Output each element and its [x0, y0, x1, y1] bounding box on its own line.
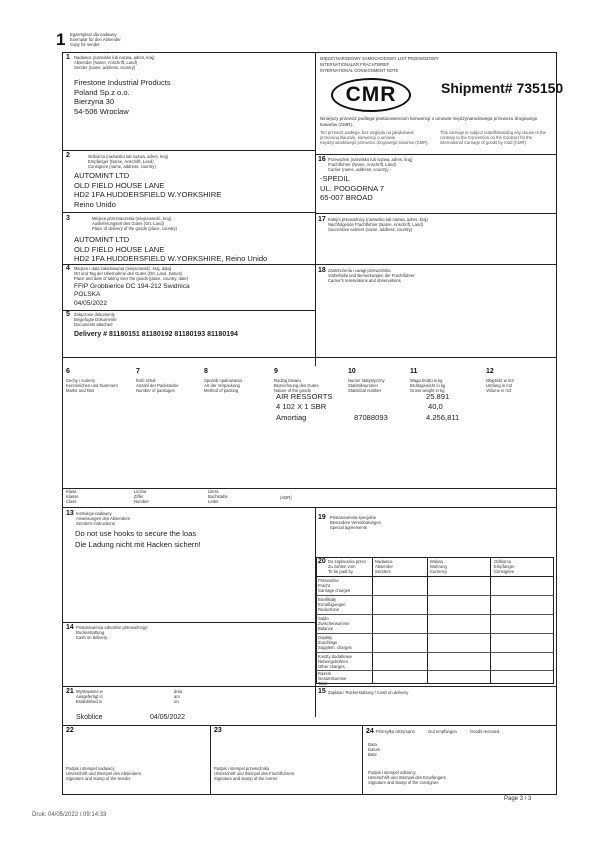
box-3-number: 3	[66, 215, 70, 222]
established-date-caption	[174, 689, 182, 704]
date-caption: Date	[368, 752, 377, 757]
sig-caption: Unterschrift und Stempel des Absenders	[66, 771, 141, 776]
col-11-caption: Waga brutto w kg	[410, 378, 443, 383]
class-label: Class	[66, 499, 77, 504]
letter-label: Buchstabe	[208, 494, 228, 499]
goods-col-9	[274, 360, 318, 393]
letter-label: Litera	[208, 489, 219, 494]
consignee-line: OLD FIELD HOUSE LANE	[74, 180, 165, 190]
agreements-caption-de: Besondere Vereinbarungen	[330, 520, 381, 525]
loading-caption-en: Place and date of taking over the goods (place, country, date)	[74, 276, 188, 281]
reservations-caption-pl: Zastrzeżenia i uwagi przewoźnika	[328, 268, 391, 273]
letter-block	[208, 489, 228, 504]
documents-caption-en: Documents attached	[74, 322, 113, 327]
col-9-caption: Nature of the goods	[274, 388, 311, 393]
paid-caption: Zu zahlen vom	[328, 564, 356, 569]
date-caption: am	[174, 694, 180, 699]
col-8-caption: Method of packing	[204, 388, 239, 393]
charge-label: Razem	[318, 671, 332, 676]
consignee-signature-caption	[368, 770, 446, 785]
convention-note-pl: Ten przewóz podlega, bez względu na jakąkolwiek przeciwną klauzulę, konwencji o umowie międzynarodowego przewozu drogowego towarów (CMR).	[320, 130, 429, 145]
loading-caption-de: Ort und Tag der Ubernahme des Gutes (Ort, Land, Datum)	[74, 271, 183, 276]
copy-caption-3: Copy for sender	[70, 42, 100, 47]
delivery-line: OLD FIELD HOUSE LANE	[74, 244, 165, 254]
col-6-caption: Marks and Nos	[66, 388, 95, 393]
charge-label: Carriage charges	[318, 588, 351, 593]
number-label: Liczba	[134, 489, 147, 494]
col-9-caption: Bezeichnung des Gutes	[274, 383, 319, 388]
charge-label: Przewoźne	[318, 578, 339, 583]
adr-label: (ADR)	[280, 495, 292, 500]
col-12-number: 12	[486, 368, 494, 375]
established-place: Skoblice	[76, 714, 103, 721]
paid-caption: Senders	[375, 569, 391, 574]
divider	[315, 154, 557, 155]
charge-label: Nebengebühren	[318, 659, 349, 664]
charge-label: Reductions	[318, 607, 339, 612]
carrier-caption-de: Frachtfuhrer (Name, Anschrift, Land)	[328, 162, 396, 167]
carrier-caption-en: Carrier (name, address, country)	[328, 167, 389, 172]
box-22-number: 22	[66, 727, 74, 734]
col-10-number: 10	[348, 368, 356, 375]
date-caption: Data	[368, 742, 377, 747]
charge-label: Saldo	[318, 616, 329, 621]
shipment-number: Shipment# 735150	[441, 80, 564, 96]
payment-caption-de: Ruckerstattung	[76, 630, 105, 635]
box-21-number: 21	[66, 688, 74, 695]
cod-caption: Zapłata / Rückerstattung / Cash on delivery	[328, 690, 409, 695]
charge-label: Zwischensumme	[318, 621, 350, 626]
established-caption-en: Established in	[76, 699, 103, 704]
number-block	[134, 489, 149, 504]
col-10-caption: Statistical number	[348, 388, 382, 393]
header-line-3: INTERNATIONAL CONSIGNMENT NOTE	[320, 68, 399, 73]
box-14-number: 14	[66, 624, 74, 631]
carrier-caption-pl: Przewoźnik (nazwisko lub nazwa, adres, kraj)	[328, 157, 413, 162]
goods-col-12	[486, 360, 514, 393]
paid-caption: Wahrung	[430, 564, 447, 569]
number-label: Ziffer	[134, 494, 144, 499]
consignee-caption-de: Empfanger (Name, Anschrift, Land)	[88, 159, 154, 164]
col-12-caption: Volume in m3	[486, 388, 512, 393]
documents-caption-de: Beigefugte Dokumente	[74, 317, 117, 322]
successive-caption-en: Successive carriers (name, address, country)	[328, 227, 413, 232]
box-13-number: 13	[66, 510, 74, 517]
consignee-line: Reino Unido	[74, 199, 116, 209]
carrier-line: 65-007 BROAD	[320, 193, 373, 202]
established-date: 04/05/2022	[150, 714, 186, 721]
carrier-line: -SPEDIL	[320, 174, 350, 183]
col-6-caption: Cechy i numery	[66, 378, 96, 383]
box-24-number: 24	[366, 728, 374, 735]
delivery-address	[74, 235, 267, 264]
box-5-number: 5	[66, 311, 70, 318]
documents-caption-pl: Załączone dokumenty	[74, 312, 115, 317]
loading-line: POLSKA	[74, 291, 101, 299]
sender-line: Poland Sp.z o.o.	[74, 87, 130, 97]
sender-line: Bierzyna 30	[74, 97, 115, 106]
paid-caption: Currency	[430, 569, 447, 574]
paid-caption: Waluta	[430, 559, 443, 564]
loading-details	[74, 283, 190, 308]
col-8-caption: Art der Verpackung	[204, 383, 240, 388]
sig-caption: Podpis i stempel odbiorcy	[368, 770, 416, 775]
col-7-caption: Anzahl der Packstucke	[136, 383, 179, 388]
date-caption: on	[174, 699, 179, 704]
charge-label: Ermäßigungen	[318, 602, 346, 607]
letter-label: Letter	[208, 499, 219, 504]
box-19-number: 19	[318, 514, 326, 521]
paid-caption: Do zapłacenia przez	[328, 559, 366, 564]
consignee-col-caption	[494, 559, 514, 574]
box-20-number: 20	[318, 558, 326, 565]
sig-caption: Signature and stamp of the sender	[66, 776, 131, 781]
box-2-number: 2	[66, 152, 70, 159]
col-6-number: 6	[66, 368, 70, 375]
col-11-caption: Bruttogewicht in kg	[410, 383, 446, 388]
currency-col-caption	[430, 559, 447, 574]
sender-signature-caption	[66, 766, 141, 781]
instructions-caption-de: Anweisungen des Absenders	[76, 516, 131, 521]
class-label: Klasse	[66, 494, 79, 499]
box-4-number: 4	[66, 265, 70, 272]
charge-label: Bonifikaty	[318, 597, 337, 602]
divider	[316, 576, 554, 577]
box-23-number: 23	[214, 727, 222, 734]
col-11-caption: Gross weight in kg	[410, 388, 445, 393]
charge-label: Dopłaty	[318, 635, 333, 640]
divider	[316, 652, 554, 653]
sender-col-caption	[375, 559, 393, 574]
divider	[62, 150, 315, 151]
charge-label: Balance	[318, 626, 334, 631]
sender-caption-en: Sender (name, address, country)	[74, 65, 136, 70]
col-12-caption: Umfang in m3	[486, 383, 513, 388]
date-caption: dnia	[174, 689, 182, 694]
goods-row-3-weight: 4.256,811	[426, 413, 460, 422]
successive-caption-de: Nachfolgende Frachtfuhrer (Name, Anschrift, Land)	[328, 222, 423, 227]
box-18-number: 18	[318, 267, 326, 274]
copy-caption-1: Egzemplarz dla nadawcy	[70, 32, 117, 37]
col-9-number: 9	[274, 368, 278, 375]
divider	[62, 264, 315, 265]
consignee-line: AUTOMINT LTD	[74, 171, 130, 180]
cmr-logo-text: CMR	[345, 83, 397, 106]
consignee-line: HD2 1FA HUDDERSFIELD W.YORKSHIRE	[74, 190, 222, 199]
goods-section	[62, 358, 557, 488]
payment-caption-pl: Postanowienia odnośnie przewoźnego	[76, 625, 148, 630]
date-caption: Datum	[368, 747, 381, 752]
charge-label: Koszty dodatkowe	[318, 654, 352, 659]
charge-label: Fracht	[318, 583, 330, 588]
received-date-caption	[368, 742, 380, 757]
box-17-number: 17	[318, 216, 326, 223]
col-12-caption: Objętość w m3	[486, 378, 514, 383]
delivery-caption-pl: Miejsce przeznaczenia (miejscowość, kraj)	[92, 216, 172, 221]
col-10-caption: Statistiknummer	[348, 383, 379, 388]
col-7-caption: Ilość sztuk	[136, 378, 156, 383]
successive-caption-pl: Kolejni przewoźnicy (nazwisko lub nazwa, adres, kraj)	[328, 217, 428, 222]
delivery-caption-en: Place of delivery of the goods (place, country)	[92, 226, 177, 231]
charge-label: Zuschläge	[318, 640, 338, 645]
loading-line: FFIP Grobbierice DC 194-212 Swidnica	[74, 283, 190, 290]
divider	[362, 725, 363, 795]
goods-row-2-nature: 4 102 X 1 SBR	[276, 402, 327, 411]
instructions-caption-en: Sender's instructions	[76, 521, 115, 526]
sig-caption: Signature and stamp of the consignee	[368, 780, 439, 785]
divider	[62, 725, 557, 726]
sender-line: 54-506 Wroclaw	[74, 106, 129, 116]
agreements-caption-pl: Postanowienia specjalne	[330, 515, 377, 520]
received-caption-pl: Przesyłkę otrzymano	[376, 729, 415, 734]
paid-caption: Consignee	[494, 569, 515, 574]
box-16-number: 16	[318, 156, 326, 163]
col-8-caption: Sposób opakowania	[204, 378, 242, 383]
divider	[62, 310, 315, 311]
goods-col-11	[410, 360, 445, 393]
paid-caption: Absender	[375, 564, 393, 569]
divider	[316, 614, 554, 615]
received-caption-de: Gut empfangen	[428, 729, 457, 734]
divider	[62, 507, 557, 508]
number-label: Number	[134, 499, 149, 504]
carrier-line: UL. PODGORNA 7	[320, 183, 385, 193]
loading-line: 04/05/2022	[74, 299, 108, 307]
to-be-paid-caption	[328, 559, 366, 574]
divider	[210, 725, 211, 795]
goods-row-3-statistical: 87088093	[354, 413, 388, 422]
goods-col-8	[204, 360, 242, 393]
paid-caption: Odbiorca	[494, 559, 511, 564]
charge-label: Other charges	[318, 664, 345, 669]
sender-line: Firestone Industrial Products	[74, 78, 171, 87]
col-10-caption: Numer statystyczny	[348, 378, 385, 383]
page-label: Page 3 / 3	[504, 796, 532, 802]
instructions-caption-pl: Instrukcje nadawcy	[76, 511, 112, 516]
goods-col-6	[66, 360, 118, 393]
divider	[316, 595, 554, 596]
copy-caption-2: Exemplar fur den Absender	[70, 37, 121, 42]
reservations-caption-de: Vorbehalte und Bemerkungen der Frachtfuhrer	[328, 273, 415, 278]
sig-caption: Signature and stamp of the carrier	[214, 776, 278, 781]
sender-address	[74, 78, 171, 116]
paid-caption: To be paid by	[328, 569, 353, 574]
loading-caption-pl: Miejsce i data załadowania (miejscowość, kraj, data)	[74, 266, 172, 271]
charge-label: Total	[318, 681, 327, 686]
goods-row-1-weight: 25.891	[426, 392, 450, 401]
divider	[316, 633, 554, 634]
sig-caption: Podpis i stempel nadawcy	[66, 766, 115, 771]
middle-divider	[315, 52, 316, 366]
carrier-address	[320, 174, 384, 203]
convention-note: Niniejszy przewóz podlega postanowieniom konwencji o umowie międzynarodowego przewozu drogowego towarów (CMR).	[320, 116, 538, 127]
class-block	[66, 489, 79, 504]
documents-text: Delivery # 81180151 81180192 81180193 81180194	[74, 331, 238, 338]
goods-col-7	[136, 360, 179, 393]
payment-caption-en: Cash on delivery	[76, 635, 108, 640]
sig-caption: Podpis i stempel przewoźnika	[214, 766, 270, 771]
consignee-caption-pl: Odbiorca (nazwisko lub nazwa, adres, kraj)	[88, 154, 169, 159]
col-11-number: 11	[410, 368, 418, 375]
divider	[315, 264, 557, 265]
established-caption-de: Ausgefertigt in	[76, 694, 103, 699]
goods-col-10	[348, 360, 385, 393]
sender-caption-pl: Nadawca (nazwisko lub nazwa, adres, kraj)	[74, 55, 155, 60]
goods-row-3-nature: Amortiag	[276, 413, 307, 422]
sig-caption: Unterschrift und Stempel des Frachtfuhrers	[214, 771, 295, 776]
established-caption-pl: Wystawiono w	[76, 689, 103, 694]
paid-caption: Empfanger	[494, 564, 515, 569]
goods-row-2-weight: 40,0	[428, 402, 443, 411]
consignee-address	[74, 171, 221, 209]
agreements-caption-en: Special agreements	[330, 525, 368, 530]
convention-note-en: This carriage is subject notwithstanding any clause to the contrary to the Convention on the Contract for the international Carriage of goods by road (CMR).	[440, 130, 546, 145]
header-line-2: INTERNATIONALER FRACHTBRIEF	[320, 62, 390, 67]
col-8-number: 8	[204, 368, 208, 375]
col-7-caption: Number of packages	[136, 388, 175, 393]
copy-number: 1	[56, 30, 66, 49]
instruction-line-1: Do not use hooks to secure the loas	[75, 529, 197, 538]
col-6-caption: Kennzeichen und Nummern	[66, 383, 118, 388]
divider	[315, 213, 557, 214]
header-line-1: MIĘDZYNARODOWY SAMOCHODOWY LIST PRZEWOZOWY	[320, 56, 439, 61]
goods-row-1-nature: AIR RESSORTS	[276, 392, 333, 401]
instruction-line-2: Die Ladung nicht mit Hacken sichern!	[75, 540, 201, 549]
consignee-caption-en: Consignee (name, address, country)	[88, 164, 156, 169]
cmr-logo	[331, 78, 411, 112]
reservations-caption-en: Carrier's reservations and observations	[328, 278, 401, 283]
received-caption-en: Goods received	[470, 729, 500, 734]
box-1-number: 1	[66, 54, 70, 61]
divider	[62, 686, 557, 687]
divider	[62, 622, 315, 623]
print-stamp: Druk: 04/05/2022 / 09:14:33	[32, 812, 107, 818]
col-9-caption: Rodzaj towaru	[274, 378, 301, 383]
delivery-line: HD2 1FA HUDDERSFIELD W.YORKSHIRE, Reino Unido	[74, 254, 268, 263]
charge-label: Gesamtsumme	[318, 676, 347, 681]
col-7-number: 7	[136, 368, 140, 375]
paid-caption: Nadawca	[375, 559, 393, 564]
sig-caption: Unterschrift und Stempel des Empfangers	[368, 775, 446, 780]
delivery-line: AUTOMINT LTD	[74, 235, 130, 244]
box-15-number: 15	[318, 688, 326, 695]
class-label: Klasa	[66, 489, 77, 494]
carrier-signature-caption	[214, 766, 294, 781]
charge-label: Supplem. charges	[318, 645, 352, 650]
delivery-caption-de: Auslieferungsort des Gutes (Ort, Land)	[92, 221, 164, 226]
sender-caption-de: Absender (Name, Anschrift, Land)	[74, 60, 138, 65]
divider	[316, 670, 554, 671]
divider	[62, 212, 315, 213]
